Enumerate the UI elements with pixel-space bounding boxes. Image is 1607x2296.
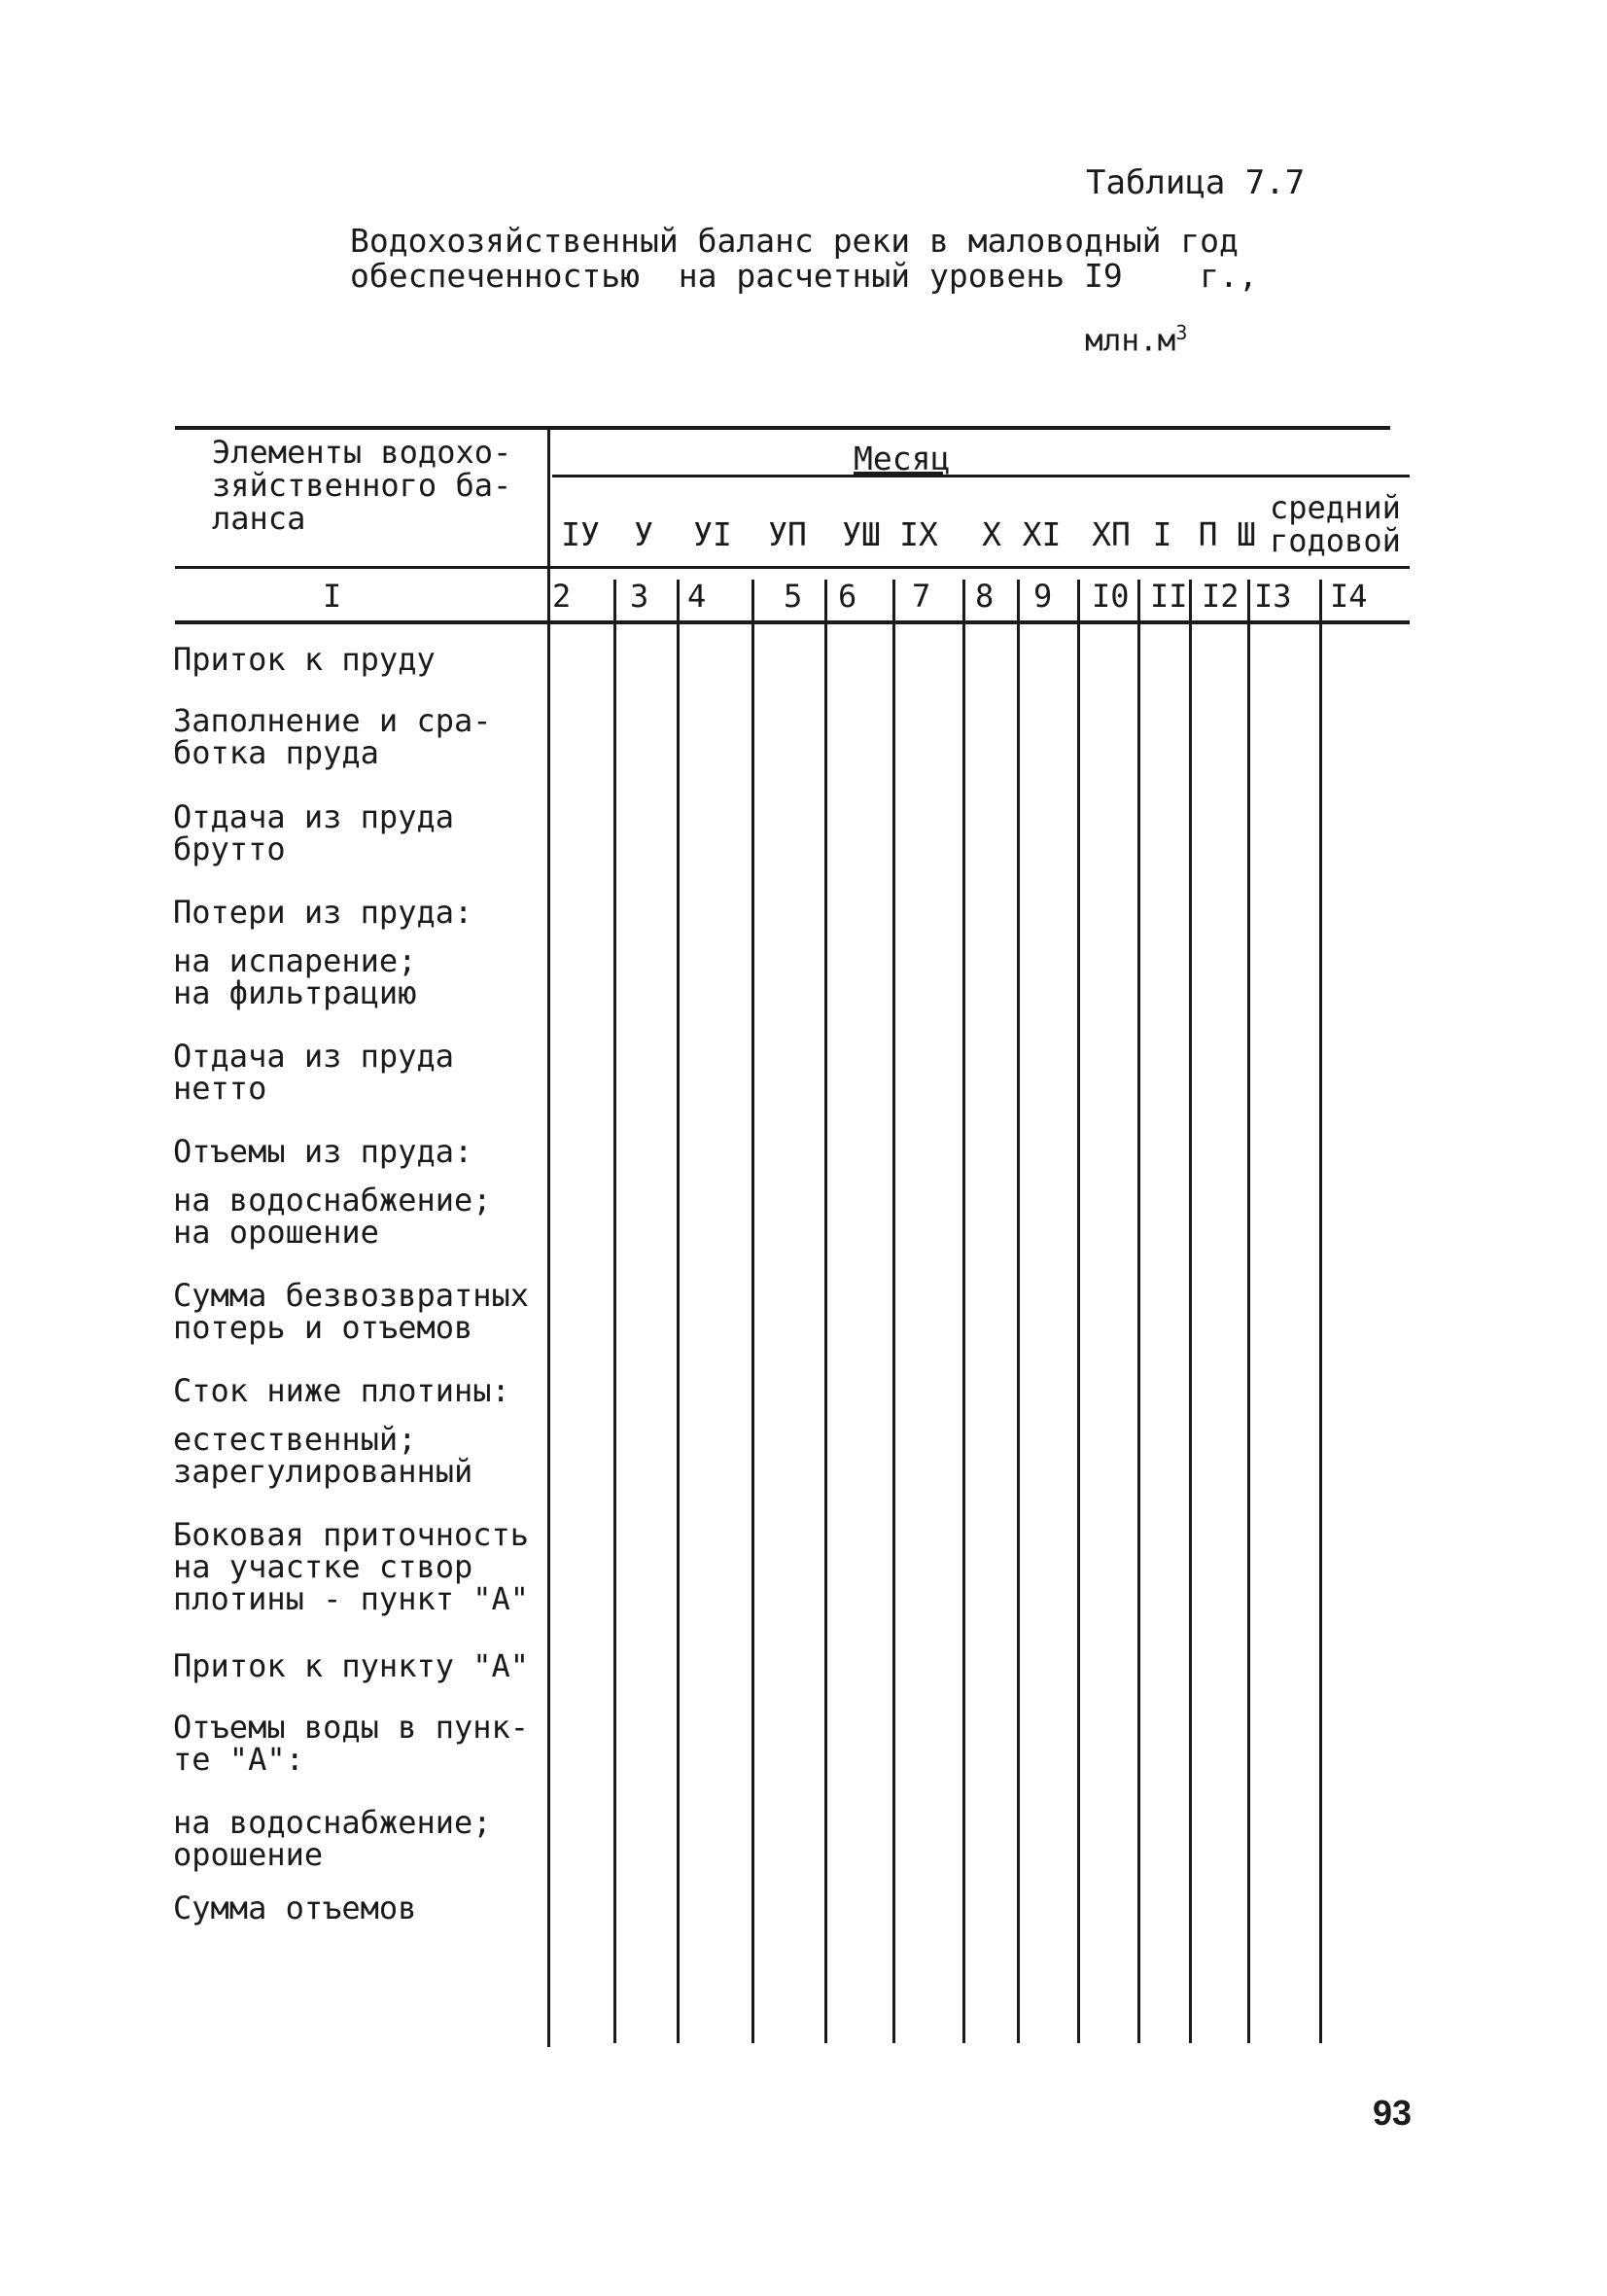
page-number: 93: [1373, 2093, 1413, 2133]
column-divider: [613, 580, 616, 2043]
column-divider: [892, 580, 895, 2043]
stub-header: Элементы водохо- зяйственного ба- ланса: [212, 434, 512, 537]
row-label: Сумма безвозвратных потерь и отъемов: [173, 1277, 530, 1346]
column-divider: [1189, 580, 1192, 2043]
column-number: 4: [687, 578, 707, 615]
column-divider: [677, 580, 680, 2043]
month-label: X: [982, 515, 1001, 553]
column-divider: [1077, 580, 1080, 2043]
column-number: 5: [784, 578, 803, 615]
table-top-rule: [175, 426, 1390, 430]
column-number: 2: [552, 578, 572, 615]
month-label: УШ: [842, 515, 881, 553]
column-divider: [751, 580, 754, 2043]
month-header: Месяц: [854, 440, 951, 477]
month-label: IX: [899, 515, 938, 553]
column-divider: [1137, 580, 1140, 2043]
column-number: I2: [1202, 578, 1240, 615]
month-label: УП: [768, 515, 807, 553]
units-superscript: 3: [1175, 321, 1188, 344]
column-number: I0: [1092, 578, 1130, 615]
column-number: II: [1150, 578, 1188, 615]
row-label: естественный; зарегулированный: [173, 1421, 473, 1490]
column-number: 8: [975, 578, 995, 615]
month-label: Ш: [1237, 515, 1256, 553]
month-header-rule: [552, 475, 1410, 477]
column-number: I3: [1254, 578, 1292, 615]
column-number: I4: [1330, 578, 1368, 615]
column-number: I: [323, 578, 342, 615]
stub-divider: [547, 428, 550, 2047]
row-label: Потери из пруда:: [173, 894, 473, 931]
row-label: Приток к пункту "А": [173, 1647, 530, 1684]
row-label: Отъемы из пруда:: [173, 1133, 473, 1170]
row-label: Заполнение и сра- ботка пруда: [173, 702, 492, 771]
column-number: 7: [912, 578, 931, 615]
column-number: 6: [838, 578, 857, 615]
column-number: 3: [630, 578, 649, 615]
table-label: Таблица 7.7: [1086, 163, 1306, 202]
column-divider: [1319, 580, 1322, 2043]
average-annual-header: средний годовой: [1270, 489, 1401, 559]
month-label: УI: [693, 515, 732, 553]
row-label: Приток к пруду: [173, 641, 436, 678]
row-label: Сток ниже плотины:: [173, 1372, 510, 1409]
column-divider: [824, 580, 827, 2043]
row-label: Боковая приточность на участке створ плотины - пункт "А": [173, 1516, 530, 1617]
month-label: IУ: [561, 515, 600, 553]
row-label: Отдача из пруда нетто: [173, 1038, 454, 1107]
month-label: П: [1198, 515, 1218, 553]
column-divider: [1017, 580, 1020, 2043]
month-label: XП: [1092, 515, 1131, 553]
month-label: I: [1152, 515, 1172, 553]
units-text: млн.м: [1085, 323, 1176, 359]
row-label: на водоснабжение; на орошение: [173, 1182, 492, 1251]
column-divider: [1247, 580, 1250, 2043]
row-label: на водоснабжение; орошение: [173, 1804, 492, 1873]
row-label: Отъемы воды в пунк- те "А":: [173, 1709, 530, 1778]
column-numbers-rule: [175, 620, 1410, 624]
column-divider: [962, 580, 965, 2043]
row-label: Отдача из пруда брутто: [173, 798, 454, 867]
month-label: У: [634, 515, 653, 553]
row-label: на испарение; на фильтрацию: [173, 942, 417, 1011]
header-bottom-rule: [175, 566, 1410, 569]
table-title: Водохозяйственный баланс реки в маловодный год обеспеченностью на расчетный уровень I9 г.,: [350, 222, 1258, 295]
month-label: XI: [1022, 515, 1062, 553]
units-label: [1085, 321, 1187, 358]
column-number: 9: [1033, 578, 1053, 615]
row-label: Сумма отъемов: [173, 1890, 417, 1926]
